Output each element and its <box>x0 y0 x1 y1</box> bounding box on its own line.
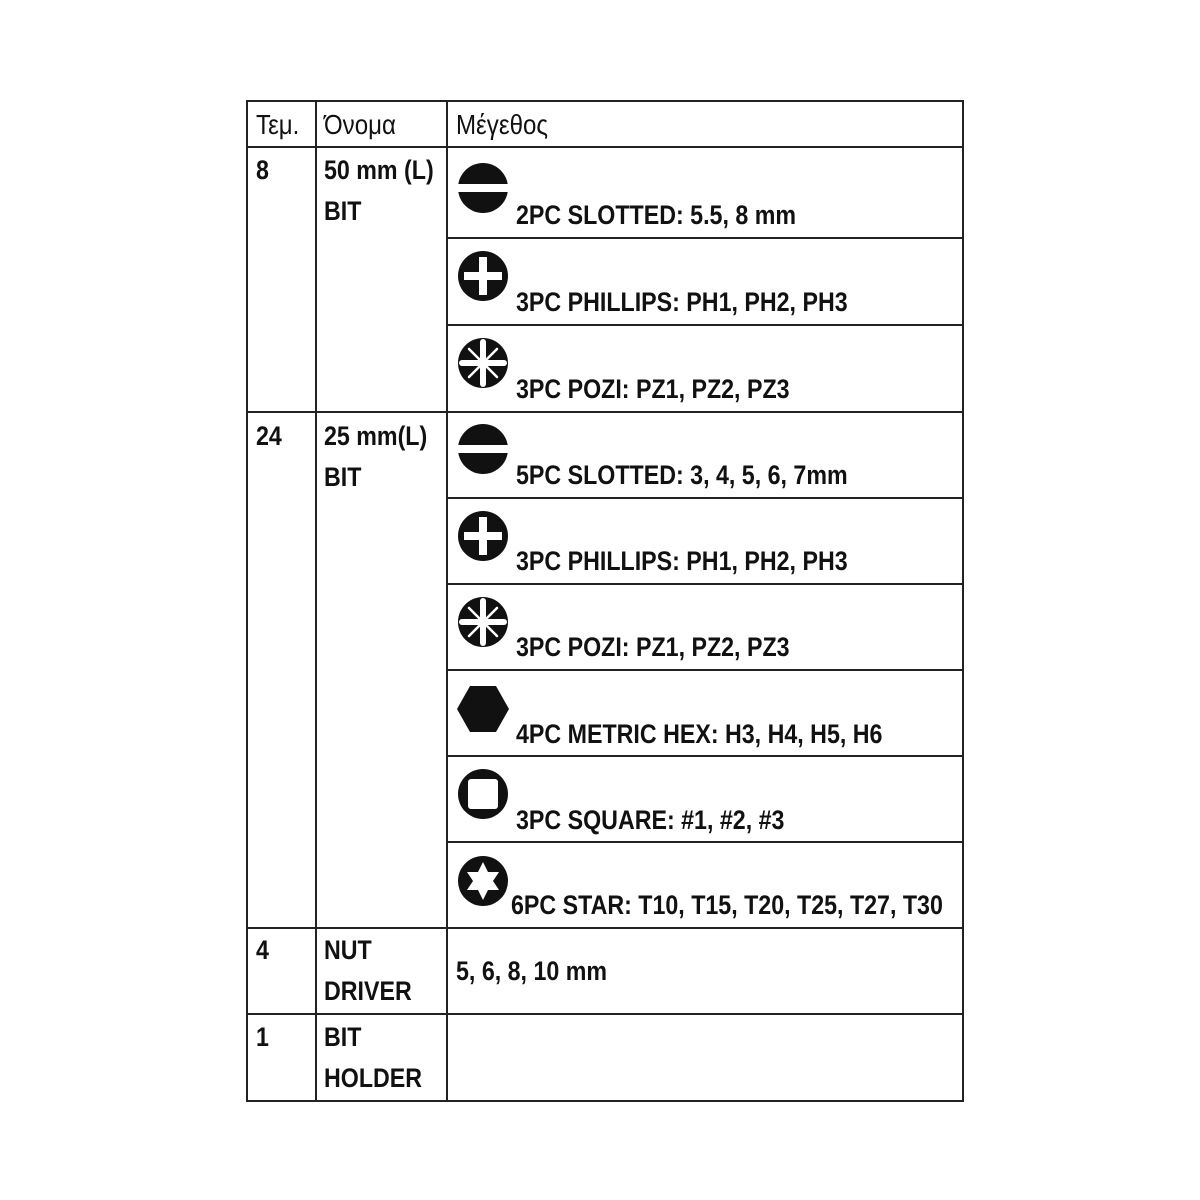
bit-label: 3PC POZI: PZ1, PZ2, PZ3 <box>516 374 790 404</box>
phillips-icon <box>457 510 509 562</box>
contents-table <box>246 100 964 1102</box>
group-name-line2: DRIVER <box>324 976 412 1006</box>
group-name-line1: 50 mm (L) <box>324 155 434 185</box>
hex-icon <box>457 683 509 735</box>
bit-label: 5PC SLOTTED: 3, 4, 5, 6, 7mm <box>516 460 848 490</box>
square-icon <box>457 768 509 820</box>
group-size: 5, 6, 8, 10 mm <box>456 956 608 986</box>
header-name: Όνομα <box>324 109 396 140</box>
pozi-icon <box>457 337 509 389</box>
star-icon <box>457 855 509 907</box>
bit-label: 3PC SQUARE: #1, #2, #3 <box>516 805 785 835</box>
slotted-icon <box>457 423 509 475</box>
group-qty: 4 <box>256 935 269 965</box>
header-size: Μέγεθος <box>456 109 548 140</box>
group-name-line2: BIT <box>324 196 362 226</box>
bit-label: 6PC STAR: T10, T15, T20, T25, T27, T30 <box>511 890 943 920</box>
group-name-line1: BIT <box>324 1022 362 1052</box>
group-name-line1: 25 mm(L) <box>324 421 428 451</box>
phillips-icon <box>457 250 509 302</box>
group-name-line2: HOLDER <box>324 1063 423 1093</box>
group-name-line2: BIT <box>324 462 362 492</box>
group-qty: 24 <box>256 421 282 451</box>
bit-label: 3PC POZI: PZ1, PZ2, PZ3 <box>516 632 790 662</box>
bit-label: 4PC METRIC HEX: H3, H4, H5, H6 <box>516 719 883 749</box>
bit-label: 3PC PHILLIPS: PH1, PH2, PH3 <box>516 546 848 576</box>
group-qty: 1 <box>256 1022 269 1052</box>
slotted-icon <box>457 162 509 214</box>
pozi-icon <box>457 596 509 648</box>
header-qty: Τεμ. <box>256 109 300 140</box>
group-name-line1: NUT <box>324 935 372 965</box>
bit-label: 3PC PHILLIPS: PH1, PH2, PH3 <box>516 287 848 317</box>
group-qty: 8 <box>256 155 269 185</box>
bit-label: 2PC SLOTTED: 5.5, 8 mm <box>516 200 797 230</box>
